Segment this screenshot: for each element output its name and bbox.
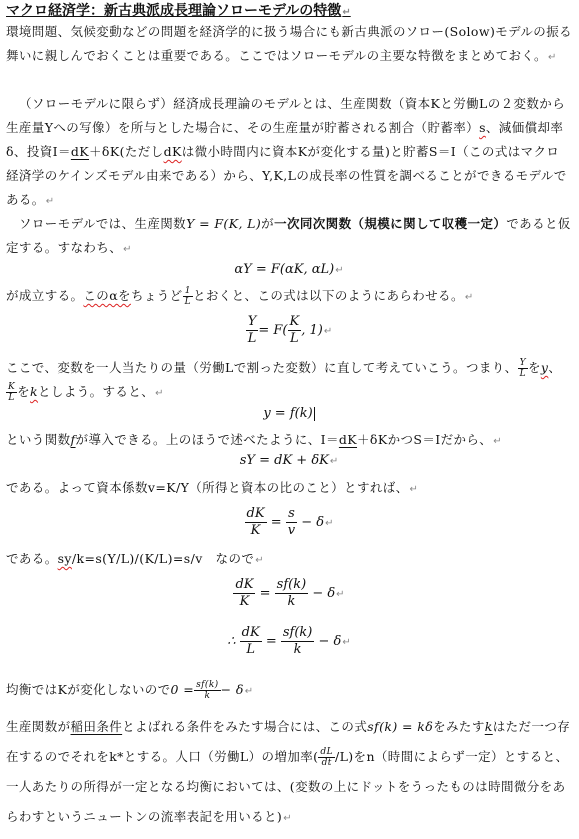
equation-savings: sY = dK + δK↵	[239, 453, 339, 468]
derivation-line: である。sy/k=s(Y/L)/(K/L)=s/v なので↵	[6, 551, 265, 566]
function-intro-line: という関数fが導入できる。上のほうで述べたように、I＝dK＋δKかつS＝Iだから、↵	[6, 432, 502, 447]
inada-paragraph: 生産関数が稲田条件とよばれる条件をみたす場合には、この式sf(k) = kδをみたすkはただ一つ存在するのでそれをk*とする。人口（労働L）の増加率( $\frac{dL}{dt}$ /L)をn（時間によらず一定）とすると、一人あたりの所得が一定となる均衡においては、(変数の上にドットをうったものは時間微分をあらわすというニュートンの流率表記を用いると)↵	[6, 719, 571, 824]
equation-homogeneity: αY = F(αK, αL)↵	[234, 262, 344, 277]
equation-capital-growth: $\frac{dK}{K}$ = $\frac{s}{v}$ − δ↵	[246, 506, 334, 538]
intro-paragraph: 環境問題、気候変動などの問題を経済学的に扱う場合にも新古典派のソロー(Solow)モデルの振る舞いに親しんでおくことは重要である。ここではソローモデルの主要な特徴をまとめておく。↵	[6, 24, 572, 63]
model-definition-paragraph: （ソローモデルに限らず）経済成長理論のモデルとは、生産関数（資本Kと労働Lの２変数から生産量Yへの写像）を所与とした場合に、その生産量が貯蓄される割合（貯蓄率）s、減価償却率δ、投資I＝dK＋δK(ただしdKは微小時間内に資本Kが変化する量)と貯蓄S＝I（この式はマクロ経済学のケインズモデル由来である）から、Y,K,Lの成長率の性質を調べることができるモデルである。↵	[6, 96, 567, 207]
equilibrium-line: 均衡ではKが変化しないので0 = $\frac{sf(k)}{k}$ − δ↵	[6, 680, 254, 701]
document-title: マクロ経済学：新古典派成長理論ソローモデルの特徴↵	[6, 3, 351, 19]
fraction-1-over-L: $\frac{1}{L}$	[184, 286, 191, 307]
equation-per-labor: $\frac{Y}{L}$ = F( $\frac{K}{L}$ , 1)↵	[247, 314, 333, 346]
equation-capital-growth-fk: $\frac{dK}{K}$ = $\frac{sf(k)}{k}$ − δ↵	[235, 577, 345, 609]
per-capita-paragraph: ここで、変数を一人当たりの量（労働Lで割った変数）に直して考えていこう。つまり、 $\frac{Y}{L}$ をy、 $\frac{K}{L}$ をkとしよう。すると、↵	[6, 358, 562, 403]
equation-therefore: ∴ $\frac{dK}{L}$ = $\frac{sf(k)}{k}$ − δ↵	[227, 625, 351, 657]
alpha-substitution-line: が成立する。このαをちょうど $\frac{1}{L}$ とおくと、この式は以下のようにあらわせる。↵	[6, 286, 474, 307]
capital-coefficient-line: である。よって資本係数v=K/Y（所得と資本の比のこと）とすれば、↵	[6, 480, 419, 495]
equation-production-per-capita: y = f(k)	[263, 406, 313, 421]
homogeneity-paragraph: ソローモデルでは、生産関数Y = F(K, L)が一次同次関数（規模に関して収穫一定）であると仮定する。すなわち、↵	[6, 216, 571, 255]
